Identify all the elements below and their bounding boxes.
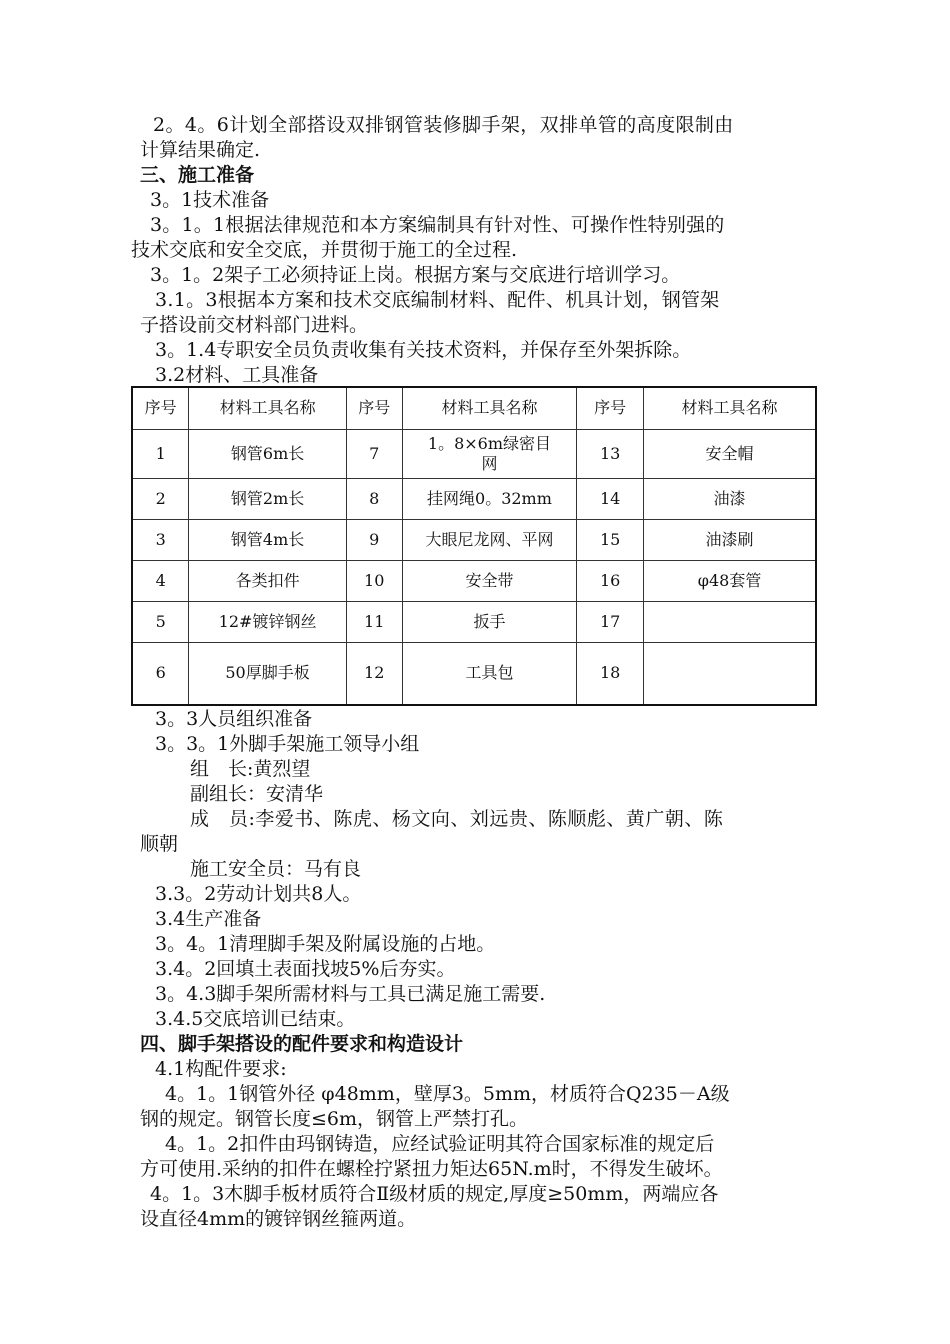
table-row [132, 429, 816, 478]
table-cell: 安全带 [402, 560, 577, 601]
section-heading: 三、施工准备 [140, 164, 255, 186]
text-line: 副组长：安清华 [190, 783, 324, 805]
table-cell: 1。8×6m绿密目网 [402, 429, 577, 478]
table-cell: 18 [577, 642, 644, 705]
table-cell: 油漆 [644, 478, 816, 519]
table-header-row [132, 387, 816, 429]
text-line: 钢的规定。钢管长度≤6m，钢管上严禁打孔。 [140, 1108, 529, 1130]
text-line: 3。3。1外脚手架施工领导小组 [155, 733, 420, 755]
subsection-heading: 3.4生产准备 [155, 908, 262, 930]
text-line: 4。1。3木脚手板材质符合Ⅱ级材质的规定,厚度≥50mm，两端应各 [150, 1183, 719, 1205]
table-cell: 钢管4m长 [189, 519, 346, 560]
text-line: 3.4。2回填土表面找坡5%后夯实。 [155, 958, 456, 980]
table-cell: 5 [132, 601, 189, 642]
text-line: 2。4。6计划全部搭设双排钢管装修脚手架，双排单管的高度限制由 [153, 114, 734, 136]
table-cell: 扳手 [402, 601, 577, 642]
text-line: 3.1。3根据本方案和技术交底编制材料、配件、机具计划，钢管架 [155, 289, 720, 311]
materials-table [131, 386, 817, 706]
subsection-heading: 3。3人员组织准备 [155, 708, 313, 730]
table-cell: 钢管6m长 [189, 429, 346, 478]
text-line: 3。4.3脚手架所需材料与工具已满足施工需要. [155, 983, 546, 1005]
table-cell: 12 [346, 642, 402, 705]
header-cell: 材料工具名称 [402, 387, 577, 429]
table-cell: 11 [346, 601, 402, 642]
text-line: 成 员:李爱书、陈虎、杨文向、刘远贵、陈顺彪、黄广朝、陈 [190, 808, 724, 830]
table-cell: 13 [577, 429, 644, 478]
table-cell: 15 [577, 519, 644, 560]
table-cell: 14 [577, 478, 644, 519]
subsection-heading: 3.2材料、工具准备 [155, 364, 319, 386]
table-row [132, 601, 816, 642]
text-line: 施工安全员：马有良 [190, 858, 362, 880]
table-cell: 50厚脚手板 [189, 642, 346, 705]
text-line: 子搭设前交材料部门进料。 [140, 314, 369, 336]
header-cell: 材料工具名称 [644, 387, 816, 429]
table-cell [644, 642, 816, 705]
text-line: 4。1。1钢管外径 φ48mm，壁厚3。5mm，材质符合Q235－A级 [165, 1083, 730, 1105]
text-line: 3。1。2架子工必须持证上岗。根据方案与交底进行培训学习。 [150, 264, 681, 286]
header-cell: 序号 [346, 387, 402, 429]
table-cell: 工具包 [402, 642, 577, 705]
text-line: 顺朝 [140, 833, 179, 855]
table-cell: 挂网绳0。32mm [402, 478, 577, 519]
table-row [132, 478, 816, 519]
header-cell: 序号 [132, 387, 189, 429]
text-line: 设直径4mm的镀锌钢丝箍两道。 [140, 1208, 417, 1230]
table-row [132, 560, 816, 601]
table-cell: 7 [346, 429, 402, 478]
table-cell: 安全帽 [644, 429, 816, 478]
table-cell: 17 [577, 601, 644, 642]
table-cell: 10 [346, 560, 402, 601]
table-cell: 大眼尼龙网、平网 [402, 519, 577, 560]
table-cell: 1 [132, 429, 189, 478]
subsection-heading: 3。1技术准备 [150, 189, 270, 211]
subsection-heading: 4.1构配件要求: [155, 1058, 287, 1080]
text-line: 3。1.4专职安全员负责收集有关技术资料，并保存至外架拆除。 [155, 339, 692, 361]
table-cell [644, 601, 816, 642]
text-line: 3。1。1根据法律规范和本方案编制具有针对性、可操作性特别强的 [150, 214, 725, 236]
section-heading: 四、脚手架搭设的配件要求和构造设计 [140, 1033, 464, 1055]
text-line: 3.4.5交底培训已结束。 [155, 1008, 356, 1030]
table-cell: 12#镀锌钢丝 [189, 601, 346, 642]
table-cell: φ48套管 [644, 560, 816, 601]
text-line: 方可使用.采纳的扣件在螺栓拧紧扭力矩达65N.m时，不得发生破坏。 [140, 1158, 723, 1180]
table-cell: 9 [346, 519, 402, 560]
text-line: 4。1。2扣件由玛钢铸造，应经试验证明其符合国家标准的规定后 [165, 1133, 715, 1155]
header-cell: 材料工具名称 [189, 387, 346, 429]
table-cell: 油漆刷 [644, 519, 816, 560]
text-line: 组 长:黄烈望 [190, 758, 311, 780]
text-line: 技术交底和安全交底，并贯彻于施工的全过程. [131, 239, 518, 261]
table-cell: 8 [346, 478, 402, 519]
table-cell: 钢管2m长 [189, 478, 346, 519]
table-cell: 4 [132, 560, 189, 601]
text-line: 3。4。1清理脚手架及附属设施的占地。 [155, 933, 496, 955]
text-line: 计算结果确定. [140, 139, 261, 161]
table-row [132, 519, 816, 560]
table-cell: 各类扣件 [189, 560, 346, 601]
text-line: 3.3。2劳动计划共8人。 [155, 883, 362, 905]
table-cell: 6 [132, 642, 189, 705]
table-row [132, 642, 816, 705]
table-cell: 2 [132, 478, 189, 519]
table-cell: 16 [577, 560, 644, 601]
header-cell: 序号 [577, 387, 644, 429]
table-cell: 3 [132, 519, 189, 560]
